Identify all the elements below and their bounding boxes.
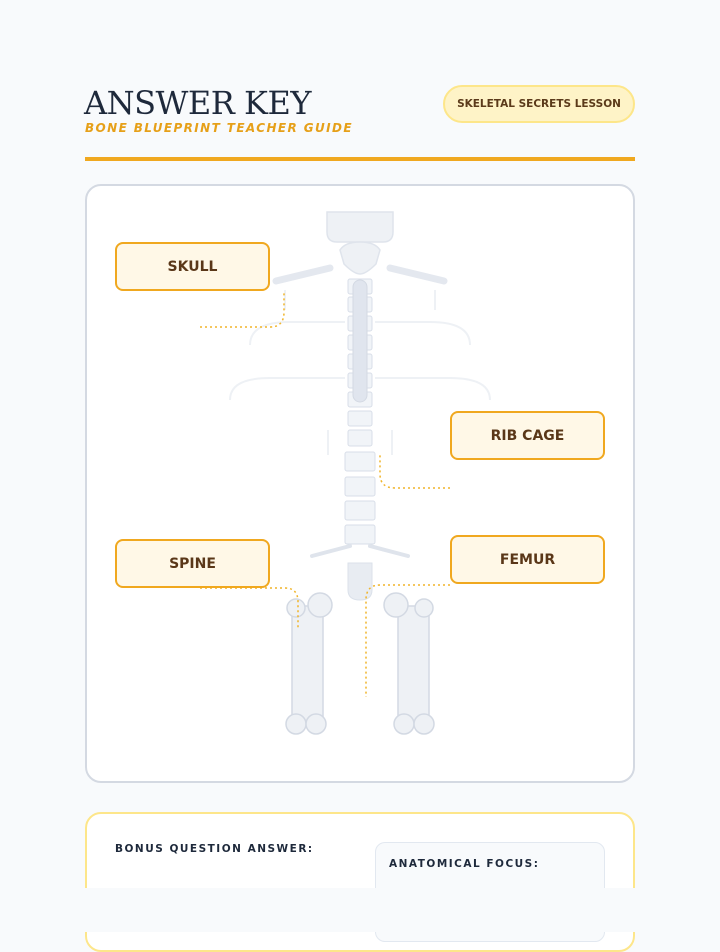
bonus-question-label: BONUS QUESTION ANSWER: (115, 843, 314, 855)
femur-label: FEMUR (450, 535, 605, 584)
left-femur-bone (286, 593, 332, 734)
sternum-bone (353, 280, 367, 402)
page-title: ANSWER KEY (84, 84, 311, 122)
page-subtitle: BONE BLUEPRINT TEACHER GUIDE (85, 121, 353, 135)
skull-bone (327, 212, 393, 274)
right-femur-bone (384, 593, 434, 734)
rib-cage-label: RIB CAGE (450, 411, 605, 460)
lesson-badge: SKELETAL SECRETS LESSON (443, 85, 635, 123)
pelvis-bones (312, 546, 408, 556)
sacrum-bone (348, 563, 372, 600)
page-bottom-edge (0, 888, 720, 932)
anatomical-focus-label: ANATOMICAL FOCUS: (389, 858, 540, 870)
skull-label: SKULL (115, 242, 270, 291)
spine-label: SPINE (115, 539, 270, 588)
